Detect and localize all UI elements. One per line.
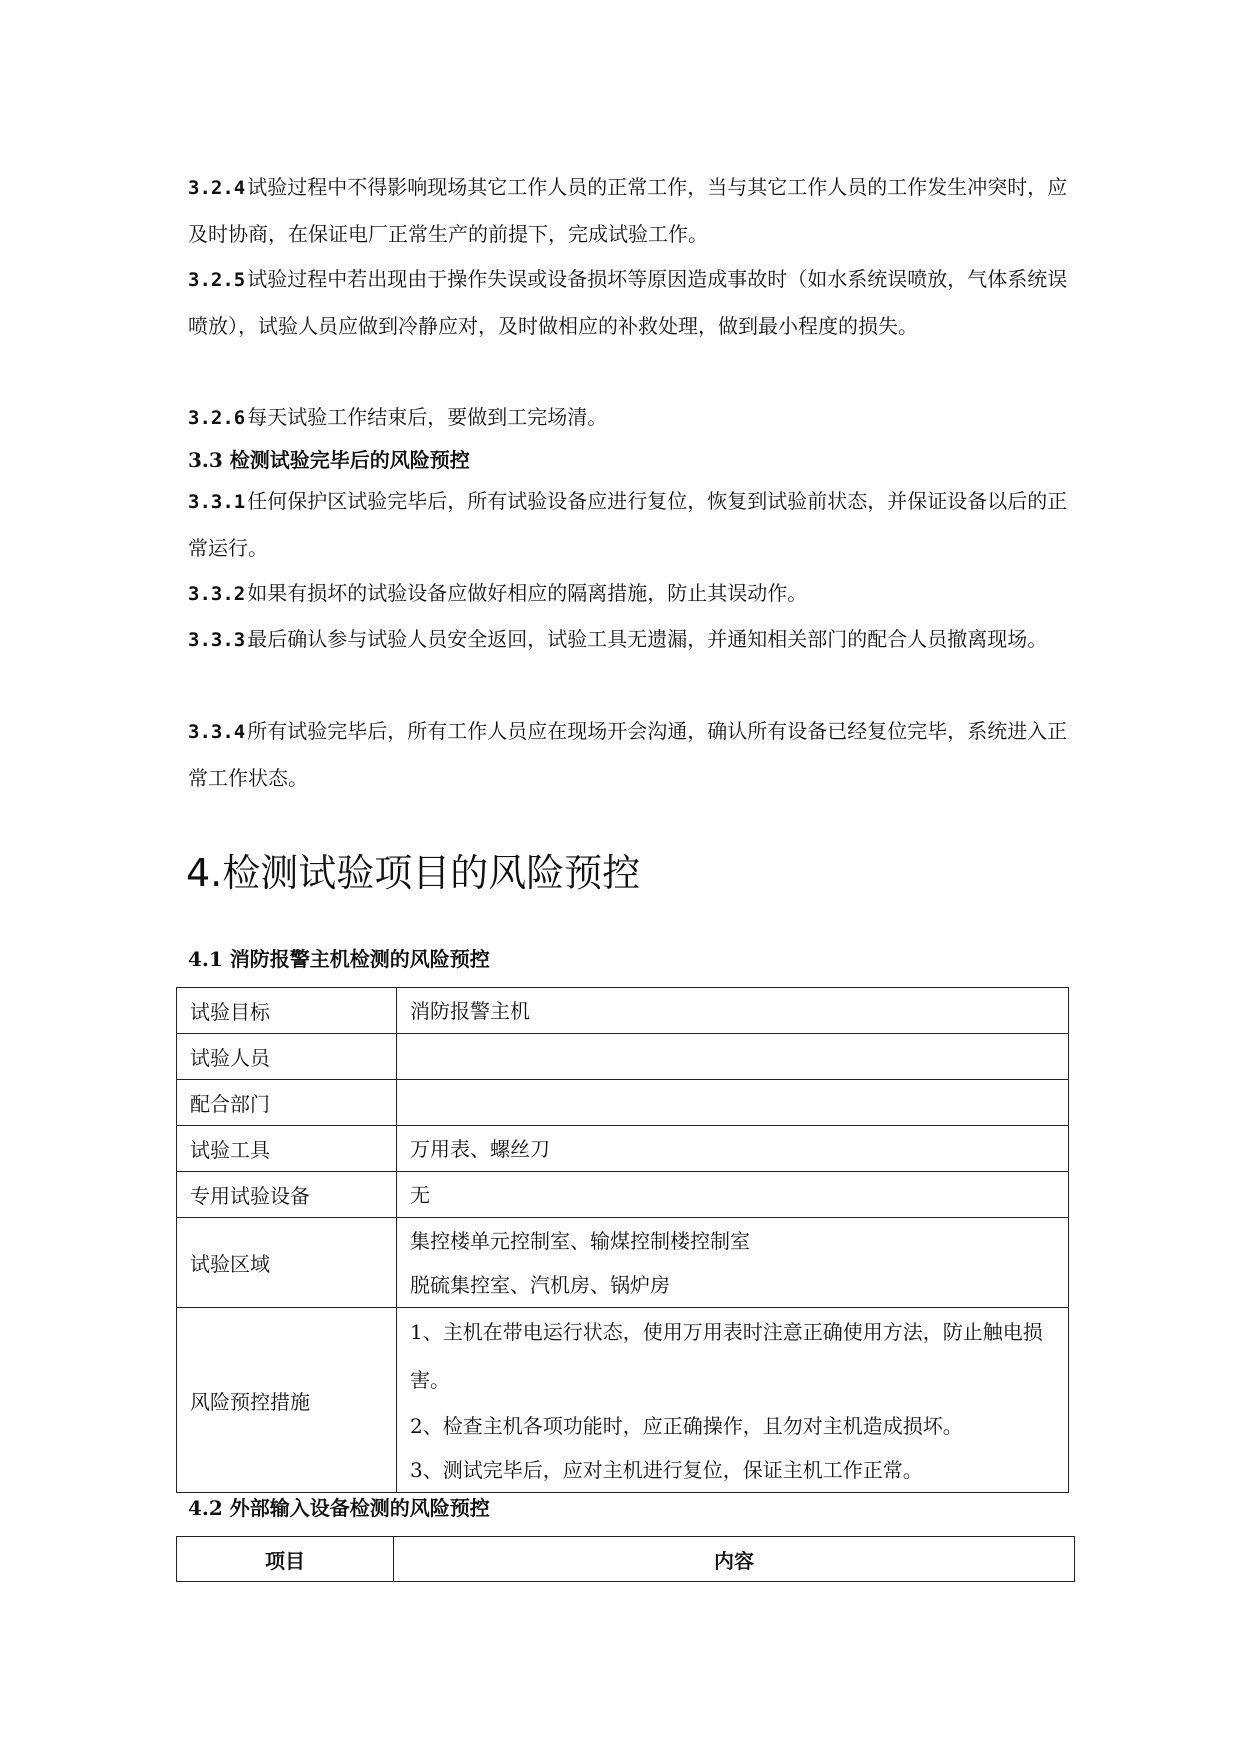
paragraph-3-2-6 <box>188 394 1068 441</box>
paragraph-3-2-5 <box>188 256 1068 349</box>
clause-text: 每天试验工作结束后，要做到工完场清。 <box>247 405 608 429</box>
table-row <box>177 1218 1069 1308</box>
clause-text: 任何保护区试验完毕后，所有试验设备应进行复位，恢复到试验前状态，并保证设备以后的正常运行。 <box>188 489 1068 560</box>
clause-text: 最后确认参与试验人员安全返回，试验工具无遗漏，并通知相关部门的配合人员撤离现场。 <box>247 627 1048 651</box>
table-row <box>177 988 1069 1034</box>
clause-number: 3.2.5 <box>188 269 246 291</box>
table-4-2 <box>176 1536 1075 1582</box>
clause-number: 3.3.1 <box>188 491 246 513</box>
value-line: 集控楼单元控制室、输煤控制楼控制室 <box>410 1228 750 1253</box>
clause-number: 3.2.4 <box>188 177 246 199</box>
row-key: 试验工具 <box>177 1126 397 1172</box>
table-row <box>177 1126 1069 1172</box>
paragraph-3-3-1 <box>188 478 1068 571</box>
header-item: 项目 <box>177 1537 394 1582</box>
header-content: 内容 <box>394 1537 1075 1582</box>
row-key: 风险预控措施 <box>177 1308 397 1493</box>
table-row <box>177 1308 1069 1493</box>
value-line: 1、主机在带电运行状态，使用万用表时注意正确使用方法，防止触电损害。 <box>410 1320 1043 1392</box>
table-4-1 <box>176 987 1069 1493</box>
clause-text: 试验过程中不得影响现场其它工作人员的正常工作，当与其它工作人员的工作发生冲突时，应及时协商，在保证电厂正常生产的前提下，完成试验工作。 <box>188 175 1068 246</box>
row-value <box>397 1126 1069 1172</box>
table-row <box>177 1034 1069 1080</box>
row-value <box>397 1034 1069 1080</box>
paragraph-3-3-4 <box>188 708 1068 801</box>
paragraph-3-2-4 <box>188 164 1068 257</box>
section-4-1-title: 4.1 消防报警主机检测的风险预控 <box>188 947 490 971</box>
table-row <box>177 1172 1069 1218</box>
paragraph-3-3-2 <box>188 570 1068 617</box>
row-value <box>397 1218 1069 1308</box>
row-value <box>397 1172 1069 1218</box>
clause-number: 3.3.4 <box>188 721 246 743</box>
paragraph-3-3-3 <box>188 616 1068 663</box>
row-key: 试验人员 <box>177 1034 397 1080</box>
value-line: 3、测试完毕后，应对主机进行复位，保证主机工作正常。 <box>410 1458 923 1482</box>
value-line: 万用表、螺丝刀 <box>410 1136 550 1161</box>
row-key: 试验区域 <box>177 1218 397 1308</box>
clause-text: 所有试验完毕后，所有工作人员应在现场开会沟通，确认所有设备已经复位完毕，系统进入正常工作状态。 <box>188 719 1068 790</box>
section-4-2-title: 4.2 外部输入设备检测的风险预控 <box>188 1496 490 1520</box>
value-line: 消防报警主机 <box>410 998 530 1023</box>
clause-number: 3.3.2 <box>188 583 246 605</box>
clause-text: 试验过程中若出现由于操作失误或设备损坏等原因造成事故时（如水系统误喷放，气体系统误喷放），试验人员应做到冷静应对，及时做相应的补救处理，做到最小程度的损失。 <box>188 267 1068 338</box>
clause-text: 如果有损坏的试验设备应做好相应的隔离措施，防止其误动作。 <box>247 581 808 605</box>
section-3-3-title: 3.3 检测试验完毕后的风险预控 <box>188 448 470 472</box>
table-header-row <box>177 1537 1075 1582</box>
row-value <box>397 1080 1069 1126</box>
row-value <box>397 1308 1069 1493</box>
clause-number: 3.2.6 <box>188 407 246 429</box>
value-line: 无 <box>410 1182 430 1207</box>
row-key: 专用试验设备 <box>177 1172 397 1218</box>
value-line: 脱硫集控室、汽机房、锅炉房 <box>410 1272 670 1297</box>
chapter-title: 4.检测试验项目的风险预控 <box>186 851 641 895</box>
clause-number: 3.3.3 <box>188 629 246 651</box>
row-key: 配合部门 <box>177 1080 397 1126</box>
value-line: 2、检查主机各项功能时，应正确操作，且勿对主机造成损坏。 <box>410 1414 963 1438</box>
row-key: 试验目标 <box>177 988 397 1034</box>
row-value <box>397 988 1069 1034</box>
table-row <box>177 1080 1069 1126</box>
